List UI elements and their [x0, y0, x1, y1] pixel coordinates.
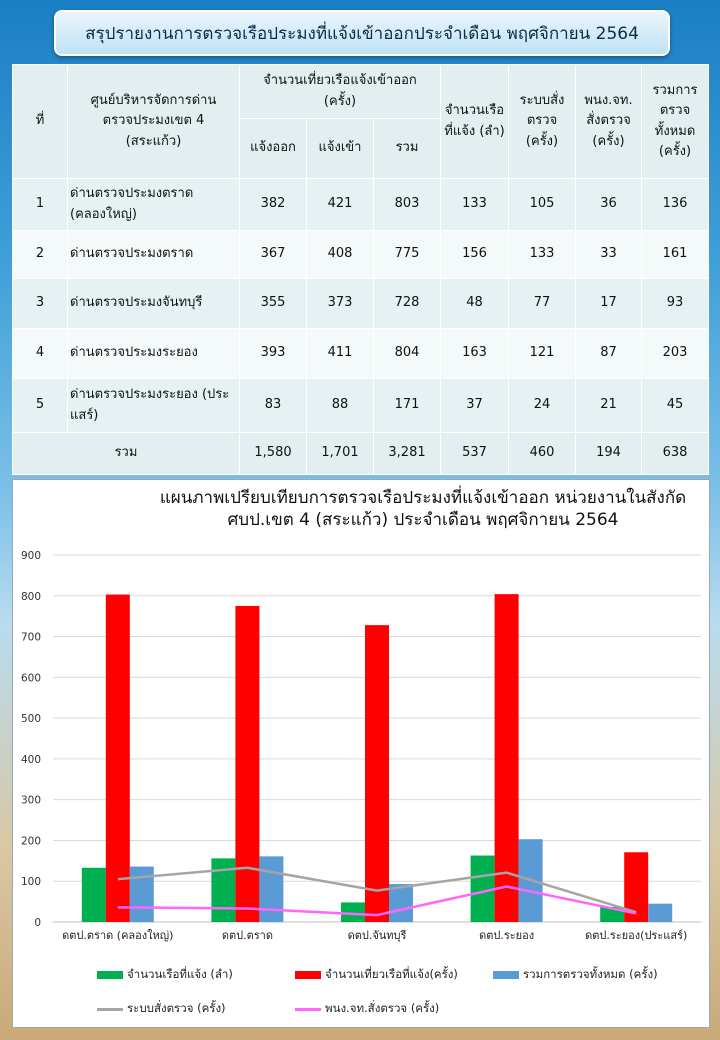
header-sum: รวม — [374, 119, 441, 179]
legend-label: ระบบสั่งตรวจ (ครั้ง) — [127, 1001, 226, 1015]
chart-title — [143, 487, 703, 531]
cell-system: 133 — [509, 231, 576, 279]
cell-sum: 728 — [374, 279, 441, 329]
legend-item-trips — [295, 966, 458, 984]
header-no: ที่ — [13, 65, 68, 179]
cell-officer: 36 — [576, 179, 642, 231]
chart-title-line2: ศบป.เขต 4 (สระแก้ว) ประจำเดือน พฤศจิกายน 2564 — [227, 510, 619, 530]
cell-system: 121 — [509, 329, 576, 379]
cell-sum: 803 — [374, 179, 441, 231]
cell-officer: 17 — [576, 279, 642, 329]
cell-total: 203 — [642, 329, 709, 379]
legend-swatch — [493, 971, 519, 979]
cell-in: 373 — [307, 279, 374, 329]
cell-officer: 21 — [576, 379, 642, 433]
header-center: ศูนย์บริหารจัดการด่านตรวจประมงเขต 4 (สระแก้ว) — [68, 65, 240, 179]
cell-system: 105 — [509, 179, 576, 231]
cell-sum: 3,281 — [374, 433, 441, 475]
table-total-row — [13, 433, 709, 475]
cell-total: 638 — [642, 433, 709, 475]
table-row — [13, 329, 709, 379]
cell-in: 411 — [307, 329, 374, 379]
cell-system: 24 — [509, 379, 576, 433]
header-in: แจ้งเข้า — [307, 119, 374, 179]
header-out: แจ้งออก — [240, 119, 307, 179]
legend-item-boats — [97, 966, 233, 984]
y-tick-label: 700 — [20, 631, 41, 644]
cell-sum: 775 — [374, 231, 441, 279]
y-tick-label: 400 — [20, 753, 41, 766]
cell-name: ด่านตรวจประมงระยอง — [68, 329, 240, 379]
y-tick-label: 600 — [20, 672, 41, 685]
cell-officer: 33 — [576, 231, 642, 279]
page-title: สรุปรายงานการตรวจเรือประมงที่แจ้งเข้าออกประจำเดือน พฤศจิกายน 2564 — [54, 10, 670, 56]
cell-total: 93 — [642, 279, 709, 329]
bar-2-2 — [389, 884, 413, 922]
cell-total: 161 — [642, 231, 709, 279]
legend-label: จำนวนเรือที่แจ้ง (ลำ) — [127, 967, 233, 981]
table-row — [13, 379, 709, 433]
cell-out: 367 — [240, 231, 307, 279]
y-tick-label: 900 — [20, 550, 41, 562]
x-tick-label: ดตป.ตราด (คลองใหญ่) — [62, 929, 174, 942]
cell-in: 88 — [307, 379, 374, 433]
header-total-inspect: รวมการตรวจทั้งหมด (ครั้ง) — [642, 65, 709, 179]
bar-2-4 — [648, 904, 672, 922]
y-tick-label: 100 — [20, 876, 41, 889]
cell-officer: 194 — [576, 433, 642, 475]
cell-boats: 156 — [441, 231, 509, 279]
chart-title-line1: แผนภาพเปรียบเทียบการตรวจเรือประมงที่แจ้งเข้าออก หน่วยงานในสังกัด — [159, 488, 687, 508]
report-table — [12, 64, 709, 475]
bar-1-1 — [235, 606, 259, 922]
cell-sum: 171 — [374, 379, 441, 433]
legend-label: รวมการตรวจทั้งหมด (ครั้ง) — [523, 967, 658, 981]
cell-boats: 48 — [441, 279, 509, 329]
cell-boats: 163 — [441, 329, 509, 379]
legend-swatch — [97, 971, 123, 979]
bar-2-0 — [130, 867, 154, 922]
table-row — [13, 231, 709, 279]
cell-no: 2 — [13, 231, 68, 279]
cell-total-label: รวม — [13, 433, 240, 475]
cell-out: 355 — [240, 279, 307, 329]
cell-boats: 537 — [441, 433, 509, 475]
cell-no: 3 — [13, 279, 68, 329]
cell-name: ด่านตรวจประมงตราด (คลองใหญ่) — [68, 179, 240, 231]
chart-panel — [12, 479, 710, 1028]
cell-in: 1,701 — [307, 433, 374, 475]
y-tick-label: 200 — [20, 835, 41, 848]
table-row — [13, 179, 709, 231]
legend-label: จำนวนเที่ยวเรือที่แจ้ง(ครั้ง) — [325, 967, 458, 981]
report-table-container — [12, 64, 708, 474]
cell-name: ด่านตรวจประมงตราด — [68, 231, 240, 279]
cell-no: 5 — [13, 379, 68, 433]
cell-in: 408 — [307, 231, 374, 279]
cell-officer: 87 — [576, 329, 642, 379]
legend-swatch — [295, 971, 321, 979]
cell-no: 1 — [13, 179, 68, 231]
cell-system: 460 — [509, 433, 576, 475]
x-tick-label: ดตป.ระยอง(ประแสร์) — [585, 929, 688, 942]
y-tick-label: 0 — [34, 917, 41, 929]
table-row — [13, 279, 709, 329]
y-tick-label: 500 — [20, 713, 41, 726]
y-tick-label: 300 — [20, 794, 41, 807]
bar-1-0 — [106, 595, 130, 922]
legend-label: พนง.จท.สั่งตรวจ (ครั้ง) — [325, 1001, 440, 1015]
x-tick-label: ดตป.ตราด — [221, 929, 273, 942]
cell-name: ด่านตรวจประมงจันทบุรี — [68, 279, 240, 329]
bar-2-1 — [259, 856, 283, 922]
cell-name: ด่านตรวจประมงระยอง (ประแสร์) — [68, 379, 240, 433]
cell-system: 77 — [509, 279, 576, 329]
legend-item-system — [97, 1000, 226, 1018]
header-officer: พนง.จท. สั่งตรวจ (ครั้ง) — [576, 65, 642, 179]
cell-no: 4 — [13, 329, 68, 379]
cell-boats: 133 — [441, 179, 509, 231]
legend-item-total-inspect — [493, 966, 658, 984]
cell-out: 1,580 — [240, 433, 307, 475]
cell-in: 421 — [307, 179, 374, 231]
bar-1-2 — [365, 625, 389, 922]
cell-boats: 37 — [441, 379, 509, 433]
cell-total: 45 — [642, 379, 709, 433]
y-tick-label: 800 — [20, 590, 41, 603]
bar-0-0 — [82, 868, 106, 922]
comparison-chart — [13, 480, 709, 1027]
legend-swatch — [295, 1008, 321, 1011]
cell-out: 83 — [240, 379, 307, 433]
x-tick-label: ดตป.ระยอง — [479, 929, 535, 942]
cell-sum: 804 — [374, 329, 441, 379]
header-trips-group: จำนวนเที่ยวเรือแจ้งเข้าออก (ครั้ง) — [240, 65, 441, 119]
x-tick-label: ดตป.จันทบุรี — [347, 929, 407, 942]
cell-out: 382 — [240, 179, 307, 231]
cell-total: 136 — [642, 179, 709, 231]
legend-item-officer — [295, 1000, 439, 1018]
header-system: ระบบสั่งตรวจ (ครั้ง) — [509, 65, 576, 179]
header-boats: จำนวนเรือที่แจ้ง (ลำ) — [441, 65, 509, 179]
legend-swatch — [97, 1008, 123, 1011]
cell-out: 393 — [240, 329, 307, 379]
